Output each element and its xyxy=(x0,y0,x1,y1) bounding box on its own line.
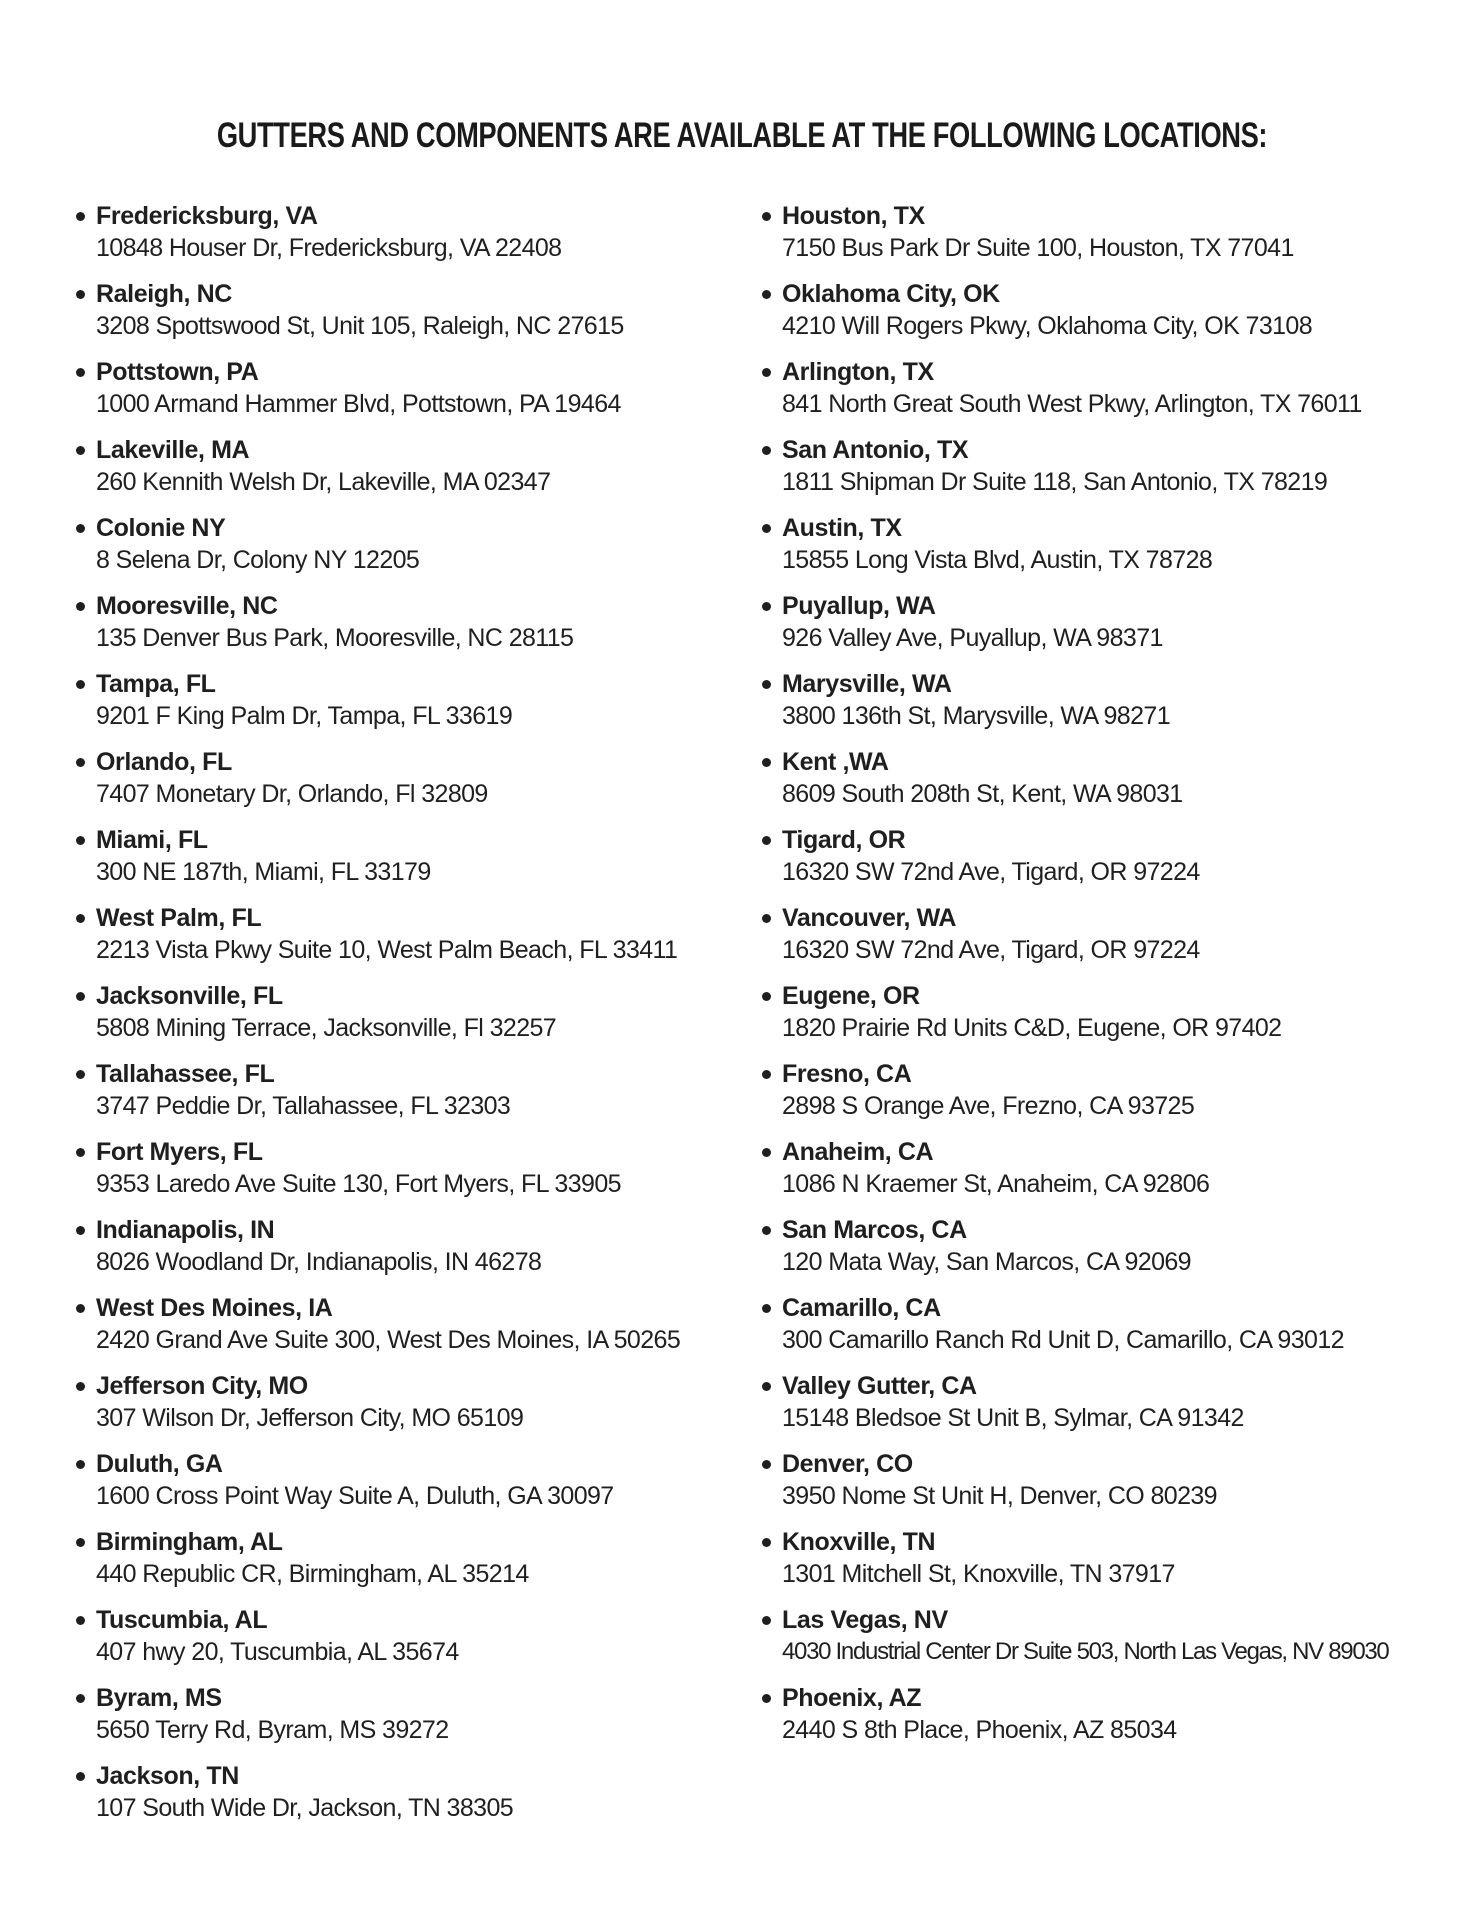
location-address: 1000 Armand Hammer Blvd, Pottstown, PA 19464 xyxy=(96,390,621,418)
location-city: Kent ,WA xyxy=(782,748,889,776)
location-city: Fort Myers, FL xyxy=(96,1138,263,1166)
bullet-icon xyxy=(76,602,85,611)
bullet-icon xyxy=(762,1616,771,1625)
location-city: Miami, FL xyxy=(96,826,208,854)
bullet-icon xyxy=(76,914,85,923)
bullet-icon xyxy=(762,524,771,533)
location-address: 9353 Laredo Ave Suite 130, Fort Myers, FL 33905 xyxy=(96,1170,621,1198)
locations-right-column xyxy=(762,200,1482,1760)
location-item xyxy=(762,824,1482,902)
bullet-icon xyxy=(76,290,85,299)
location-address: 15855 Long Vista Blvd, Austin, TX 78728 xyxy=(782,546,1213,574)
bullet-icon xyxy=(76,1772,85,1781)
location-item xyxy=(762,1604,1482,1682)
bullet-icon xyxy=(76,1304,85,1313)
bullet-icon xyxy=(762,1694,771,1703)
bullet-icon xyxy=(762,1538,771,1547)
location-address: 7407 Monetary Dr, Orlando, Fl 32809 xyxy=(96,780,488,808)
location-address: 3208 Spottswood St, Unit 105, Raleigh, NC 27615 xyxy=(96,312,624,340)
location-city: Tallahassee, FL xyxy=(96,1060,275,1088)
location-item xyxy=(762,1448,1482,1526)
location-item xyxy=(762,1370,1482,1448)
location-city: Tampa, FL xyxy=(96,670,216,698)
location-city: Fredericksburg, VA xyxy=(96,202,318,230)
location-item xyxy=(76,200,736,278)
bullet-icon xyxy=(76,1616,85,1625)
bullet-icon xyxy=(762,1226,771,1235)
location-city: Jacksonville, FL xyxy=(96,982,283,1010)
bullet-icon xyxy=(76,992,85,1001)
location-address: 841 North Great South West Pkwy, Arlington, TX 76011 xyxy=(782,390,1362,418)
location-city: Knoxville, TN xyxy=(782,1528,936,1556)
location-address: 1600 Cross Point Way Suite A, Duluth, GA 30097 xyxy=(96,1482,614,1510)
location-item xyxy=(76,278,736,356)
location-city: Birmingham, AL xyxy=(96,1528,283,1556)
location-city: Tigard, OR xyxy=(782,826,906,854)
location-address: 1301 Mitchell St, Knoxville, TN 37917 xyxy=(782,1560,1175,1588)
bullet-icon xyxy=(762,914,771,923)
location-address: 300 Camarillo Ranch Rd Unit D, Camarillo, CA 93012 xyxy=(782,1326,1344,1354)
location-city: Arlington, TX xyxy=(782,358,934,386)
location-item xyxy=(76,824,736,902)
locations-left-column xyxy=(76,200,736,1838)
location-city: Camarillo, CA xyxy=(782,1294,941,1322)
location-address: 440 Republic CR, Birmingham, AL 35214 xyxy=(96,1560,529,1588)
location-city: Duluth, GA xyxy=(96,1450,223,1478)
bullet-icon xyxy=(76,1148,85,1157)
location-city: San Antonio, TX xyxy=(782,436,969,464)
location-item xyxy=(76,1370,736,1448)
location-address: 260 Kennith Welsh Dr, Lakeville, MA 02347 xyxy=(96,468,551,496)
bullet-icon xyxy=(76,1460,85,1469)
bullet-icon xyxy=(76,758,85,767)
bullet-icon xyxy=(762,836,771,845)
location-city: Jackson, TN xyxy=(96,1762,239,1790)
bullet-icon xyxy=(762,680,771,689)
location-city: West Des Moines, IA xyxy=(96,1294,333,1322)
location-city: Eugene, OR xyxy=(782,982,920,1010)
location-city: Colonie NY xyxy=(96,514,226,542)
location-address: 1086 N Kraemer St, Anaheim, CA 92806 xyxy=(782,1170,1210,1198)
location-item xyxy=(76,980,736,1058)
location-city: Pottstown, PA xyxy=(96,358,259,386)
location-city: Raleigh, NC xyxy=(96,280,232,308)
location-address: 8 Selena Dr, Colony NY 12205 xyxy=(96,546,420,574)
location-item xyxy=(762,590,1482,668)
location-item xyxy=(76,1058,736,1136)
location-address: 1811 Shipman Dr Suite 118, San Antonio, TX 78219 xyxy=(782,468,1328,496)
location-item xyxy=(76,434,736,512)
bullet-icon xyxy=(762,290,771,299)
location-item xyxy=(76,512,736,590)
location-address: 9201 F King Palm Dr, Tampa, FL 33619 xyxy=(96,702,513,730)
location-item xyxy=(762,1292,1482,1370)
location-city: Lakeville, MA xyxy=(96,436,250,464)
location-city: Marysville, WA xyxy=(782,670,952,698)
location-item xyxy=(762,200,1482,278)
location-address: 8026 Woodland Dr, Indianapolis, IN 46278 xyxy=(96,1248,542,1276)
bullet-icon xyxy=(76,368,85,377)
location-item xyxy=(762,1526,1482,1604)
location-item xyxy=(76,1214,736,1292)
location-item xyxy=(762,902,1482,980)
location-item xyxy=(762,434,1482,512)
location-address: 2440 S 8th Place, Phoenix, AZ 85034 xyxy=(782,1716,1177,1744)
location-address: 2213 Vista Pkwy Suite 10, West Palm Beach, FL 33411 xyxy=(96,936,678,964)
location-address: 8609 South 208th St, Kent, WA 98031 xyxy=(782,780,1183,808)
bullet-icon xyxy=(762,1148,771,1157)
location-item xyxy=(76,356,736,434)
location-city: Phoenix, AZ xyxy=(782,1684,922,1712)
location-address: 135 Denver Bus Park, Mooresville, NC 28115 xyxy=(96,624,574,652)
location-address: 5808 Mining Terrace, Jacksonville, Fl 32257 xyxy=(96,1014,557,1042)
location-item xyxy=(76,746,736,824)
location-city: Denver, CO xyxy=(782,1450,913,1478)
location-city: Byram, MS xyxy=(96,1684,222,1712)
location-address: 16320 SW 72nd Ave, Tigard, OR 97224 xyxy=(782,936,1200,964)
location-item xyxy=(76,668,736,746)
location-address: 307 Wilson Dr, Jefferson City, MO 65109 xyxy=(96,1404,524,1432)
bullet-icon xyxy=(76,212,85,221)
page-title: GUTTERS AND COMPONENTS ARE AVAILABLE AT THE FOLLOWING LOCATIONS: xyxy=(216,116,1268,155)
location-address: 926 Valley Ave, Puyallup, WA 98371 xyxy=(782,624,1163,652)
location-address: 15148 Bledsoe St Unit B, Sylmar, CA 91342 xyxy=(782,1404,1244,1432)
location-item xyxy=(762,1136,1482,1214)
location-item xyxy=(762,746,1482,824)
location-item xyxy=(76,1292,736,1370)
location-item xyxy=(76,902,736,980)
location-city: Orlando, FL xyxy=(96,748,232,776)
location-item xyxy=(762,1214,1482,1292)
location-address: 3950 Nome St Unit H, Denver, CO 80239 xyxy=(782,1482,1217,1510)
location-item xyxy=(76,1604,736,1682)
location-address: 2420 Grand Ave Suite 300, West Des Moines, IA 50265 xyxy=(96,1326,681,1354)
bullet-icon xyxy=(76,1226,85,1235)
bullet-icon xyxy=(76,524,85,533)
location-address: 1820 Prairie Rd Units C&D, Eugene, OR 97402 xyxy=(782,1014,1282,1042)
location-address: 3747 Peddie Dr, Tallahassee, FL 32303 xyxy=(96,1092,511,1120)
location-item xyxy=(762,1682,1482,1760)
location-address: 407 hwy 20, Tuscumbia, AL 35674 xyxy=(96,1638,459,1666)
bullet-icon xyxy=(76,1382,85,1391)
location-city: Tuscumbia, AL xyxy=(96,1606,268,1634)
location-address: 16320 SW 72nd Ave, Tigard, OR 97224 xyxy=(782,858,1200,886)
location-address: 4030 Industrial Center Dr Suite 503, North Las Vegas, NV 89030 xyxy=(782,1638,1389,1665)
location-item xyxy=(76,1136,736,1214)
location-address: 120 Mata Way, San Marcos, CA 92069 xyxy=(782,1248,1191,1276)
bullet-icon xyxy=(762,368,771,377)
location-address: 107 South Wide Dr, Jackson, TN 38305 xyxy=(96,1794,514,1822)
location-item xyxy=(762,512,1482,590)
bullet-icon xyxy=(76,1694,85,1703)
bullet-icon xyxy=(762,758,771,767)
location-city: Indianapolis, IN xyxy=(96,1216,275,1244)
bullet-icon xyxy=(76,680,85,689)
location-item xyxy=(76,1448,736,1526)
location-city: West Palm, FL xyxy=(96,904,262,932)
location-city: Anaheim, CA xyxy=(782,1138,934,1166)
location-city: Houston, TX xyxy=(782,202,925,230)
location-item xyxy=(762,980,1482,1058)
bullet-icon xyxy=(762,1382,771,1391)
location-item xyxy=(762,1058,1482,1136)
location-item xyxy=(762,278,1482,356)
location-item xyxy=(76,590,736,668)
location-city: Oklahoma City, OK xyxy=(782,280,1000,308)
bullet-icon xyxy=(76,1070,85,1079)
bullet-icon xyxy=(762,1460,771,1469)
location-address: 3800 136th St, Marysville, WA 98271 xyxy=(782,702,1171,730)
location-item xyxy=(76,1682,736,1760)
location-address: 4210 Will Rogers Pkwy, Oklahoma City, OK 73108 xyxy=(782,312,1313,340)
location-city: Las Vegas, NV xyxy=(782,1606,948,1634)
location-city: San Marcos, CA xyxy=(782,1216,967,1244)
bullet-icon xyxy=(76,1538,85,1547)
bullet-icon xyxy=(762,446,771,455)
location-city: Vancouver, WA xyxy=(782,904,957,932)
bullet-icon xyxy=(762,602,771,611)
location-item xyxy=(762,356,1482,434)
bullet-icon xyxy=(762,212,771,221)
bullet-icon xyxy=(762,1304,771,1313)
location-address: 300 NE 187th, Miami, FL 33179 xyxy=(96,858,431,886)
location-address: 7150 Bus Park Dr Suite 100, Houston, TX 77041 xyxy=(782,234,1294,262)
bullet-icon xyxy=(76,446,85,455)
location-address: 2898 S Orange Ave, Frezno, CA 93725 xyxy=(782,1092,1195,1120)
bullet-icon xyxy=(762,1070,771,1079)
location-item xyxy=(76,1526,736,1604)
location-city: Mooresville, NC xyxy=(96,592,278,620)
location-address: 10848 Houser Dr, Fredericksburg, VA 22408 xyxy=(96,234,562,262)
location-item xyxy=(76,1760,736,1838)
location-city: Valley Gutter, CA xyxy=(782,1372,977,1400)
location-city: Fresno, CA xyxy=(782,1060,912,1088)
location-city: Austin, TX xyxy=(782,514,902,542)
location-address: 5650 Terry Rd, Byram, MS 39272 xyxy=(96,1716,449,1744)
bullet-icon xyxy=(762,992,771,1001)
location-city: Puyallup, WA xyxy=(782,592,936,620)
location-item xyxy=(762,668,1482,746)
location-city: Jefferson City, MO xyxy=(96,1372,308,1400)
bullet-icon xyxy=(76,836,85,845)
